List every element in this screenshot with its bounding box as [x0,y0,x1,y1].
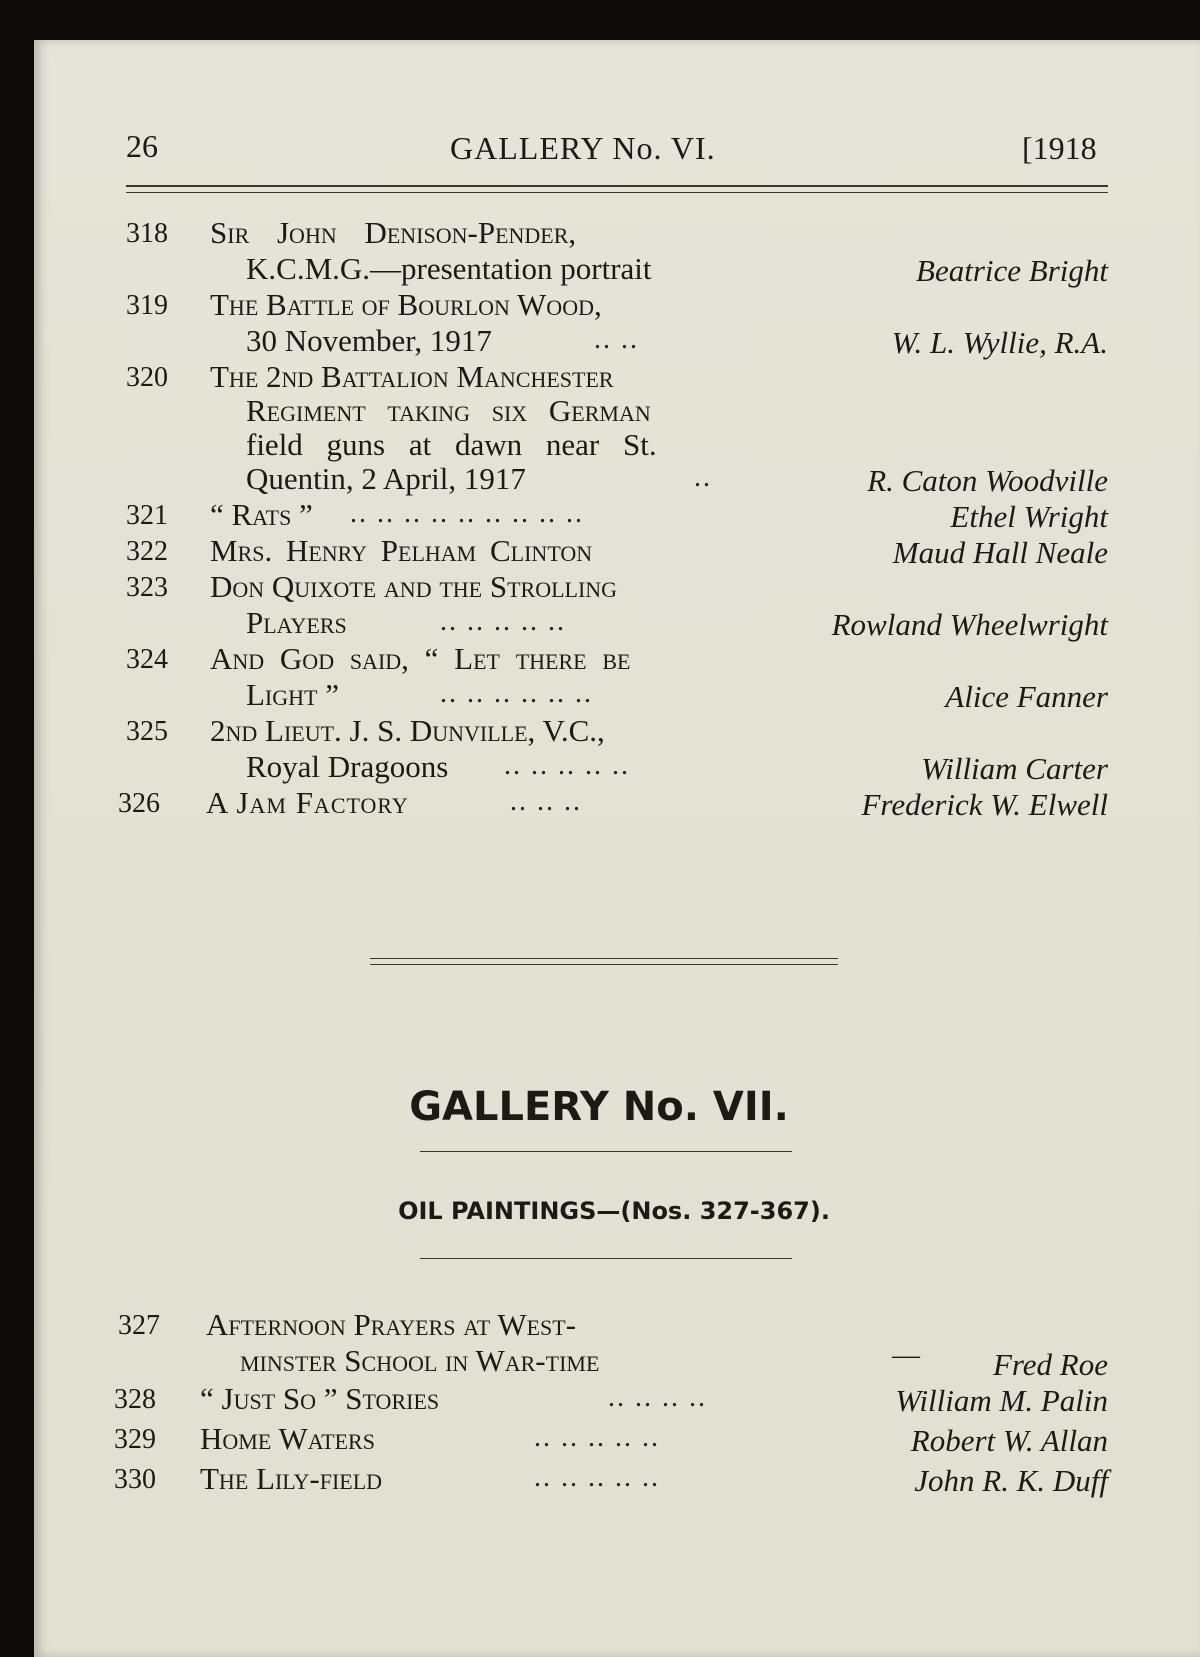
leader-dots: .. .. .. .. .. [534,1422,660,1453]
entry-title: The Lily-field [200,1461,383,1496]
leader-dots: .. .. .. .. .. [504,750,630,781]
entry-artist: Frederick W. Elwell [861,787,1108,822]
entry-artist: Fred Roe [992,1347,1108,1382]
section-title: GALLERY No. VII. [409,1084,789,1130]
leader-dots: .. .. .. .. .. [440,606,566,637]
entry-number: 323 [126,572,168,603]
section-divider-bottom [370,964,838,965]
header-rule-bottom [126,192,1108,193]
entry-title: Quentin, 2 April, 1917 [246,461,526,496]
entry-title: Regiment taking six German [246,393,651,428]
entry-artist: William Carter [921,751,1108,786]
entry-artist: John R. K. Duff [914,1463,1108,1498]
leader-dots: .. .. .. .. .. .. [440,678,593,709]
leader-dots: .. .. .. .. .. .. .. .. .. [350,498,584,529]
leader-dash: — [892,1340,922,1371]
entry-title: Afternoon Prayers at West- [206,1307,577,1342]
entry-artist: W. L. Wyllie, R.A. [891,325,1108,360]
entry-title: minster School in War-time [240,1343,600,1378]
entry-number: 320 [126,362,168,393]
catalogue-page [34,40,1200,1657]
page-number: 26 [126,128,158,164]
entry-title: Sir John Denison-Pender, [210,215,577,250]
page-year: [1918 [1022,130,1097,166]
entry-title: “ Just So ” Stories [200,1381,440,1416]
entry-number: 330 [114,1464,156,1495]
entry-artist: R. Caton Woodville [867,463,1108,498]
leader-dots: .. [694,462,712,493]
entry-artist: Beatrice Bright [916,253,1108,288]
entry-title: 2nd Lieut. J. S. Dunville, V.C., [210,713,605,748]
entry-number: 326 [118,788,160,819]
entry-artist: Ethel Wright [950,499,1108,534]
entry-number: 324 [126,644,168,675]
entry-number: 321 [126,500,168,531]
entry-title: Home Waters [200,1421,375,1456]
entry-number: 328 [114,1384,156,1415]
entry-title: K.C.M.G.—presentation portrait [246,251,652,286]
header-rule-top [126,185,1108,187]
entry-artist: Rowland Wheelwright [831,607,1108,642]
entry-number: 327 [118,1310,160,1341]
entry-title: And God said, “ Let there be [210,641,631,676]
entry-number: 325 [126,716,168,747]
entry-number: 319 [126,290,168,321]
entry-title: A Jam Factory [206,785,409,820]
entry-number: 329 [114,1424,156,1455]
entry-number: 318 [126,218,168,249]
section-divider-top [370,958,838,959]
entry-title: Light ” [246,677,339,712]
entry-number: 322 [126,536,168,567]
entry-title: Don Quixote and the Strolling [210,569,618,604]
section-subtitle: OIL PAINTINGS—(Nos. 327-367). [398,1197,830,1225]
entry-title: Mrs. Henry Pelham Clinton [210,533,593,568]
entry-title: The Battle of Bourlon Wood, [210,287,602,322]
leader-dots: .. .. .. [510,786,582,817]
leader-dots: .. .. .. .. [608,1382,707,1413]
entry-artist: Alice Fanner [945,679,1108,714]
entry-title: The 2nd Battalion Manchester [210,359,614,394]
entry-artist: Robert W. Allan [910,1423,1108,1458]
entry-title: field guns at dawn near St. [246,427,657,462]
leader-dots: .. .. [594,324,639,355]
entry-artist: William M. Palin [895,1383,1108,1418]
leader-dots: .. .. .. .. .. [534,1462,660,1493]
entry-title: Royal Dragoons [246,749,449,784]
entry-title: Players [246,605,347,640]
entry-artist: Maud Hall Neale [892,535,1108,570]
entry-title: “ Rats ” [210,497,313,532]
subtitle-underline [420,1258,792,1259]
title-underline [420,1151,792,1152]
page-title: GALLERY No. VI. [450,130,716,166]
entry-title: 30 November, 1917 [246,323,492,358]
